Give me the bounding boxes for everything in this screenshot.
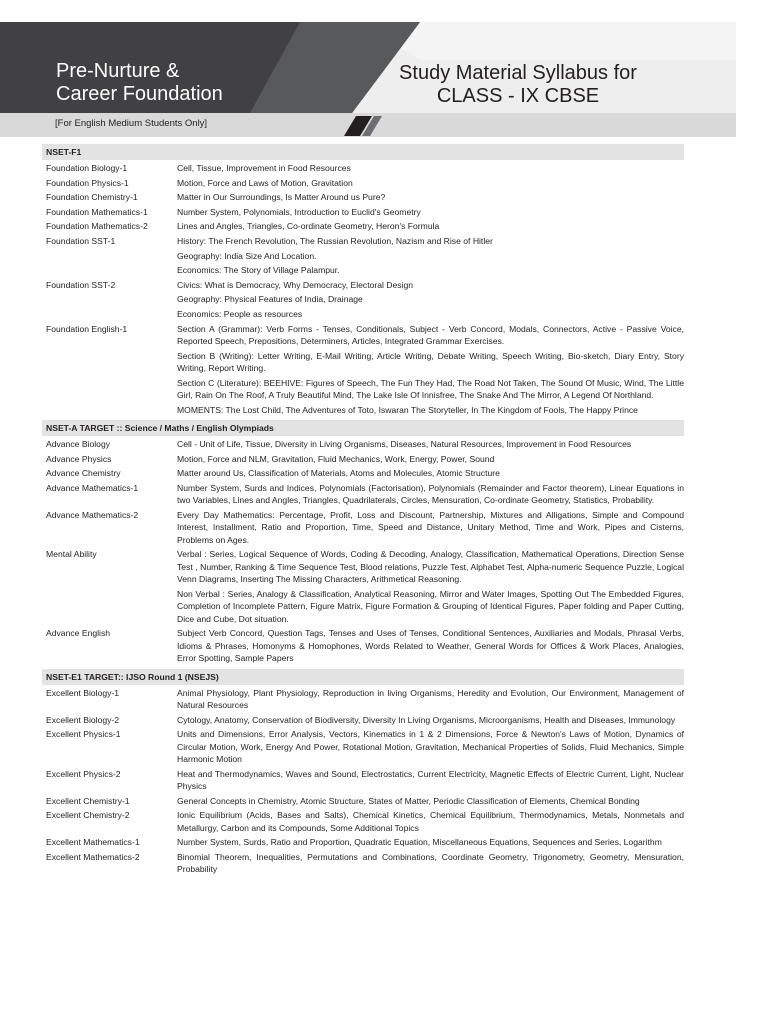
topic-text: History: The French Revolution, The Russian Revolution, Nazism and Rise of Hitler — [177, 235, 493, 246]
syllabus-row — [42, 206, 684, 221]
topic-list — [177, 482, 684, 509]
topic-list — [177, 795, 684, 810]
topic-list — [177, 627, 684, 666]
topic-list — [177, 162, 684, 177]
topic-list — [177, 509, 684, 548]
topic-list — [177, 714, 684, 729]
topic-text: Animal Physiology, Plant Physiology, Reproduction in living Organisms, Heredity and Evolution, Our Environment, Management of Natural Resources — [177, 687, 684, 710]
topic-list — [177, 548, 684, 627]
topic-list — [177, 768, 684, 795]
syllabus-section — [42, 669, 684, 878]
page-title — [358, 62, 678, 108]
topic-text: Verbal : Series, Logical Sequence of Words, Coding & Decoding, Analogy, Classification, Mathematical Operations, Direction Sense Test , Number, Ranking & Time Sequence Test, Blood relations, Puzzle Test, Alphabet Test, Alpha-numeric Sequence Puzzle, Logical Venn Diagrams, Inserting The Missing Characters, Arithmetical Reasoning. — [177, 549, 684, 585]
topic-list — [177, 323, 684, 419]
syllabus-row — [42, 191, 684, 206]
topic-list — [177, 851, 684, 878]
subject-name: Mental Ability — [46, 549, 97, 560]
syllabus-row — [42, 162, 684, 177]
subject-name: Foundation Mathematics-2 — [46, 221, 148, 232]
brand-title — [56, 60, 223, 106]
subject-name: Foundation Chemistry-1 — [46, 192, 138, 203]
topic-list — [177, 191, 684, 206]
topic-text: Number System, Polynomials, Introduction to Euclid's Geometry — [177, 206, 421, 217]
syllabus-content — [42, 144, 684, 880]
subject-name: Advance Mathematics-2 — [46, 509, 139, 520]
title-line-2: CLASS - IX CBSE — [436, 85, 600, 107]
subject-name: Advance Mathematics-1 — [46, 482, 139, 493]
topic-text: Economics: The Story of Village Palampur. — [177, 265, 340, 276]
syllabus-row — [42, 627, 684, 666]
topic-text: Geography: Physical Features of India, Drainage — [177, 294, 363, 305]
topic-text: Matter around Us, Classification of Materials, Atoms and Molecules, Atomic Structure — [177, 468, 500, 479]
subject-name: Advance English — [46, 628, 111, 639]
topic-text: Cell - Unit of Life, Tissue, Diversity in Living Organisms, Diseases, Natural Resources, Improvement in Food Resources — [177, 439, 632, 450]
topic-text: Binomial Theorem, Inequalities, Permutations and Combinations, Coordinate Geometry, Trigonometry, Geometry, Mensuration, Probability — [177, 851, 684, 875]
syllabus-section — [42, 144, 684, 418]
subject-name: Excellent Mathematics-2 — [46, 851, 140, 862]
topic-list — [177, 177, 684, 192]
topic-text: Subject Verb Concord, Question Tags, Tenses and Uses of Tenses, Conditional Sentences, Auxiliaries and Modals, Phrasal Verbs, Idioms & Phrases, Homonyms & Homophones, Words Related to Weather, General Words for Offices & Work Places, Analogies, Error Spotting, Sample Papers — [177, 628, 684, 663]
topic-list — [177, 453, 684, 468]
medium-note: [For English Medium Students Only] — [55, 118, 208, 129]
title-line-1: Study Material Syllabus for — [399, 62, 637, 84]
syllabus-row — [42, 279, 684, 323]
topic-list — [177, 206, 684, 221]
subject-name: Excellent Biology-2 — [46, 714, 120, 725]
syllabus-row — [42, 453, 684, 468]
topic-list — [177, 279, 684, 323]
topic-text: Motion, Force and Laws of Motion, Gravitation — [177, 177, 353, 188]
subject-name: Foundation Biology-1 — [46, 163, 128, 173]
topic-text: Matter in Our Surroundings, Is Matter Around us Pure? — [177, 192, 386, 203]
subject-name: Advance Chemistry — [46, 468, 121, 479]
syllabus-row — [42, 795, 684, 810]
topic-list — [177, 687, 684, 714]
topic-list — [177, 836, 684, 851]
syllabus-row — [42, 467, 684, 482]
syllabus-row — [42, 687, 684, 714]
subject-name: Excellent Mathematics-1 — [46, 837, 140, 848]
topic-text: Cytology, Anatomy, Conservation of Biodiversity, Diversity In Living Organisms, Microorganisms, Health and Diseases, Immunology — [177, 714, 676, 725]
topic-list — [177, 235, 684, 279]
brand-line-2: Career Foundation — [56, 83, 223, 105]
syllabus-row — [42, 323, 684, 419]
topic-text: Lines and Angles, Triangles, Co-ordinate Geometry, Heron's Formula — [177, 221, 440, 232]
syllabus-row — [42, 509, 684, 548]
topic-text: MOMENTS: The Lost Child, The Adventures of Toto, Iswaran The Storyteller, In The Kingdom of Fools, The Happy Prince — [177, 404, 638, 415]
syllabus-row — [42, 836, 684, 851]
topic-list — [177, 220, 684, 235]
brand-line-1: Pre-Nurture & — [56, 60, 180, 82]
syllabus-row — [42, 220, 684, 235]
topic-text: Heat and Thermodynamics, Waves and Sound, Electrostatics, Current Electricity, Magnetic Effects of Electric Current, Light, Nuclear Physics — [177, 768, 684, 791]
syllabus-row — [42, 235, 684, 279]
subject-name: Foundation SST-2 — [46, 279, 116, 290]
syllabus-row — [42, 548, 684, 627]
syllabus-row — [42, 482, 684, 509]
syllabus-row — [42, 809, 684, 836]
topic-text: Units and Dimensions, Error Analysis, Vectors, Kinematics in 1 & 2 Dimensions, Force & Newton's Laws of Motion, Dynamics of Circular Motion, Work, Energy And Power, Rotational Motion, Gravitation, Mechanical Properties of Solids, Fluid Mechanics, Simple Harmonic Motion — [177, 729, 684, 764]
topic-text: Civics: What is Democracy, Why Democracy, Electoral Design — [177, 279, 414, 290]
topic-text: Non Verbal : Series, Analogy & Classification, Analytical Reasoning, Mirror and Water Images, Spotting Out The Embedded Figures, Completion of Incomplete Pattern, Figure Matrix, Figure Formation & Grouping of Identical Figures, Paper folding and Paper Cutting, Dice and Cube, Dot situation. — [177, 588, 684, 624]
subject-name: Advance Physics — [46, 453, 112, 464]
subject-name: Foundation Physics-1 — [46, 177, 129, 188]
topic-text: Section A (Grammar): Verb Forms - Tenses, Conditionals, Subject - Verb Concord, Modals, Connectors, Active - Passive Voice, Reported Speech, Prepositions, Determiners, Articles, Integrated Grammar Exercises. — [177, 323, 684, 346]
syllabus-row — [42, 438, 684, 453]
subject-name: Excellent Biology-1 — [46, 687, 120, 698]
syllabus-row — [42, 177, 684, 192]
topic-list — [177, 467, 684, 482]
syllabus-row — [42, 714, 684, 729]
topic-text: Motion, Force and NLM, Gravitation, Fluid Mechanics, Work, Energy, Power, Sound — [177, 453, 495, 464]
subject-name: Excellent Physics-2 — [46, 768, 121, 779]
syllabus-section — [42, 420, 684, 666]
header-banner — [0, 0, 768, 140]
syllabus-row — [42, 851, 684, 878]
topic-list — [177, 728, 684, 767]
subject-name: Foundation Mathematics-1 — [46, 206, 148, 217]
topic-text: Section C (Literature): BEEHIVE: Figures of Speech, The Fun They Had, The Road Not Taken, The Sound Of Music, Wind, The Little Girl, Rain On The Roof, A Truly Beautiful Mind, The Lake Isle Of Innisfree, The Snake And The Mirror, A Legend Of Northland. — [177, 377, 684, 400]
topic-text: Section B (Writing): Letter Writing, E-Mail Writing, Article Writing, Debate Writing, Speech Writing, Bio-sketch, Diary Entry, Story Writing, Report Writing. — [177, 350, 684, 373]
syllabus-row — [42, 728, 684, 767]
topic-text: Geography: India Size And Location. — [177, 250, 317, 261]
topic-text: Cell, Tissue, Improvement in Food Resources — [177, 163, 351, 173]
subject-name: Foundation SST-1 — [46, 235, 116, 246]
topic-list — [177, 809, 684, 836]
topic-text: Number System, Surds, Ratio and Proportion, Quadratic Equation, Miscellaneous Equations, Sequences and Series, Logarithm — [177, 837, 662, 848]
topic-text: Ionic Equilibrium (Acids, Bases and Salts), Chemical Kinetics, Chemical Equilibrium, Thermodynamics, Metals, Nonmetals and Metallurgy, Carbon and its Compounds, Some Additional Topics — [177, 810, 684, 833]
subject-name: Foundation English-1 — [46, 323, 128, 334]
subject-name: Excellent Chemistry-2 — [46, 810, 130, 821]
topic-list — [177, 438, 684, 453]
subject-name: Excellent Chemistry-1 — [46, 795, 130, 806]
topic-text: Economics: People as resources — [177, 308, 303, 319]
section-heading: NSET-A TARGET :: Science / Maths / English Olympiads — [42, 420, 684, 436]
subject-name: Excellent Physics-1 — [46, 729, 121, 740]
topic-text: Every Day Mathematics: Percentage, Profit, Loss and Discount, Partnership, Mixtures and Alligations, Simple and Compound Interest, Installment, Ratio and Proportion, Time, Speed and Distance, Unitary Method, Time and Work, Pipes and Cisterns, Problems on Ages. — [177, 509, 684, 545]
topic-text: Number System, Surds and Indices, Polynomials (Factorisation), Polynomials (Remainder and Factor theorem), Linear Equations in two Variables, Lines and Angles, Triangles, Quadrilaterals, Circles, Mensuration, Co-ordinate Geometry, Statistics, Probability. — [177, 482, 684, 506]
topic-text: General Concepts in Chemistry, Atomic Structure, States of Matter, Periodic Classification of Elements, Chemical Bonding — [177, 795, 640, 806]
section-heading: NSET-F1 — [42, 144, 684, 160]
section-heading: NSET-E1 TARGET:: IJSO Round 1 (NSEJS) — [42, 669, 684, 685]
subject-name: Advance Biology — [46, 439, 111, 450]
syllabus-row — [42, 768, 684, 795]
